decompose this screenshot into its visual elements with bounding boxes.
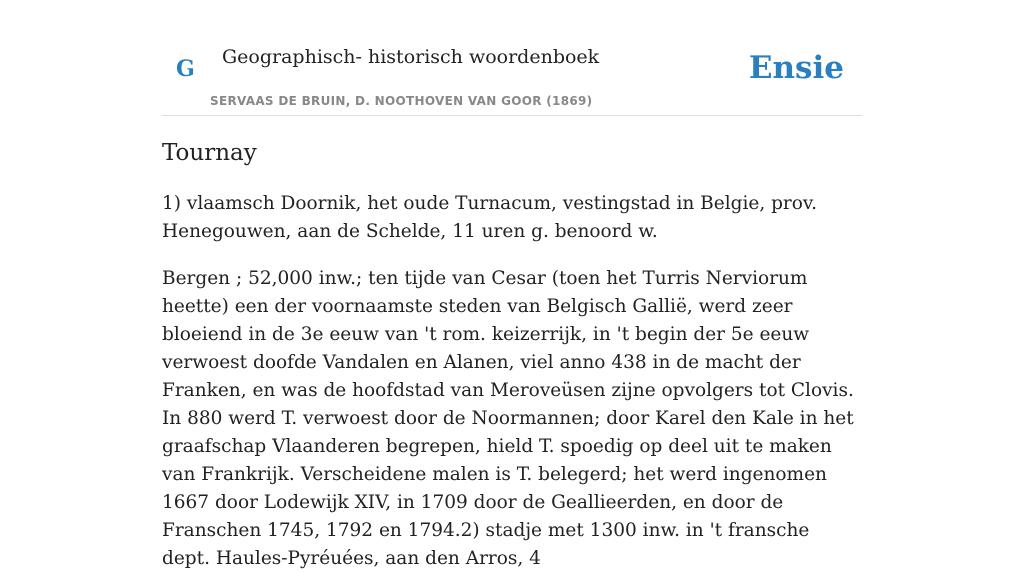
book-header [162, 0, 862, 116]
entry-paragraph: 1) vlaamsch Doornik, het oude Turnacum, vestingstad in Belgie, prov. Henegouwen, aan de Schelde, 11 uren g. benoord w. [162, 193, 818, 242]
page [162, 0, 862, 573]
book-logo-icon[interactable]: G [176, 56, 195, 82]
book-title-link[interactable]: Geographisch- historisch woordenboek [222, 46, 600, 68]
ensie-logo-link[interactable]: Ensie [748, 50, 844, 86]
entry-paragraph: Bergen ; 52,000 inw.; ten tijde van Cesar (toen het Turris Nerviorum heette) een der voornaamste steden van Belgisch Gallië, werd zeer bloeiend in de 3e eeuw van 't rom. keizerrijk, in 't begin der 5e eeuw verwoest doofde Vandalen en Alanen, viel anno 438 in de macht der Franken, en was de hoofdstad van Meroveüsen zijne opvolgers tot Clovis. In 880 werd T. verwoest door de Noormannen; door Karel den Kale in het graafschap Vlaanderen begrepen, hield T. spoedig op deel uit te maken van Frankrijk. Verscheidene malen is T. belegerd; het werd ingenomen 1667 door Lodewijk XIV, in 1709 door de Geallieerden, en door de Franschen 1745, 1792 en 1794.2) stadje met 1300 inw. in 't fransche dept. Haules-Pyréuées, aan den Arros, 4 [162, 268, 854, 569]
book-authors: SERVAAS DE BRUIN, D. NOOTHOVEN VAN GOOR (1869) [210, 94, 593, 108]
entry-title: Tournay [162, 140, 257, 166]
